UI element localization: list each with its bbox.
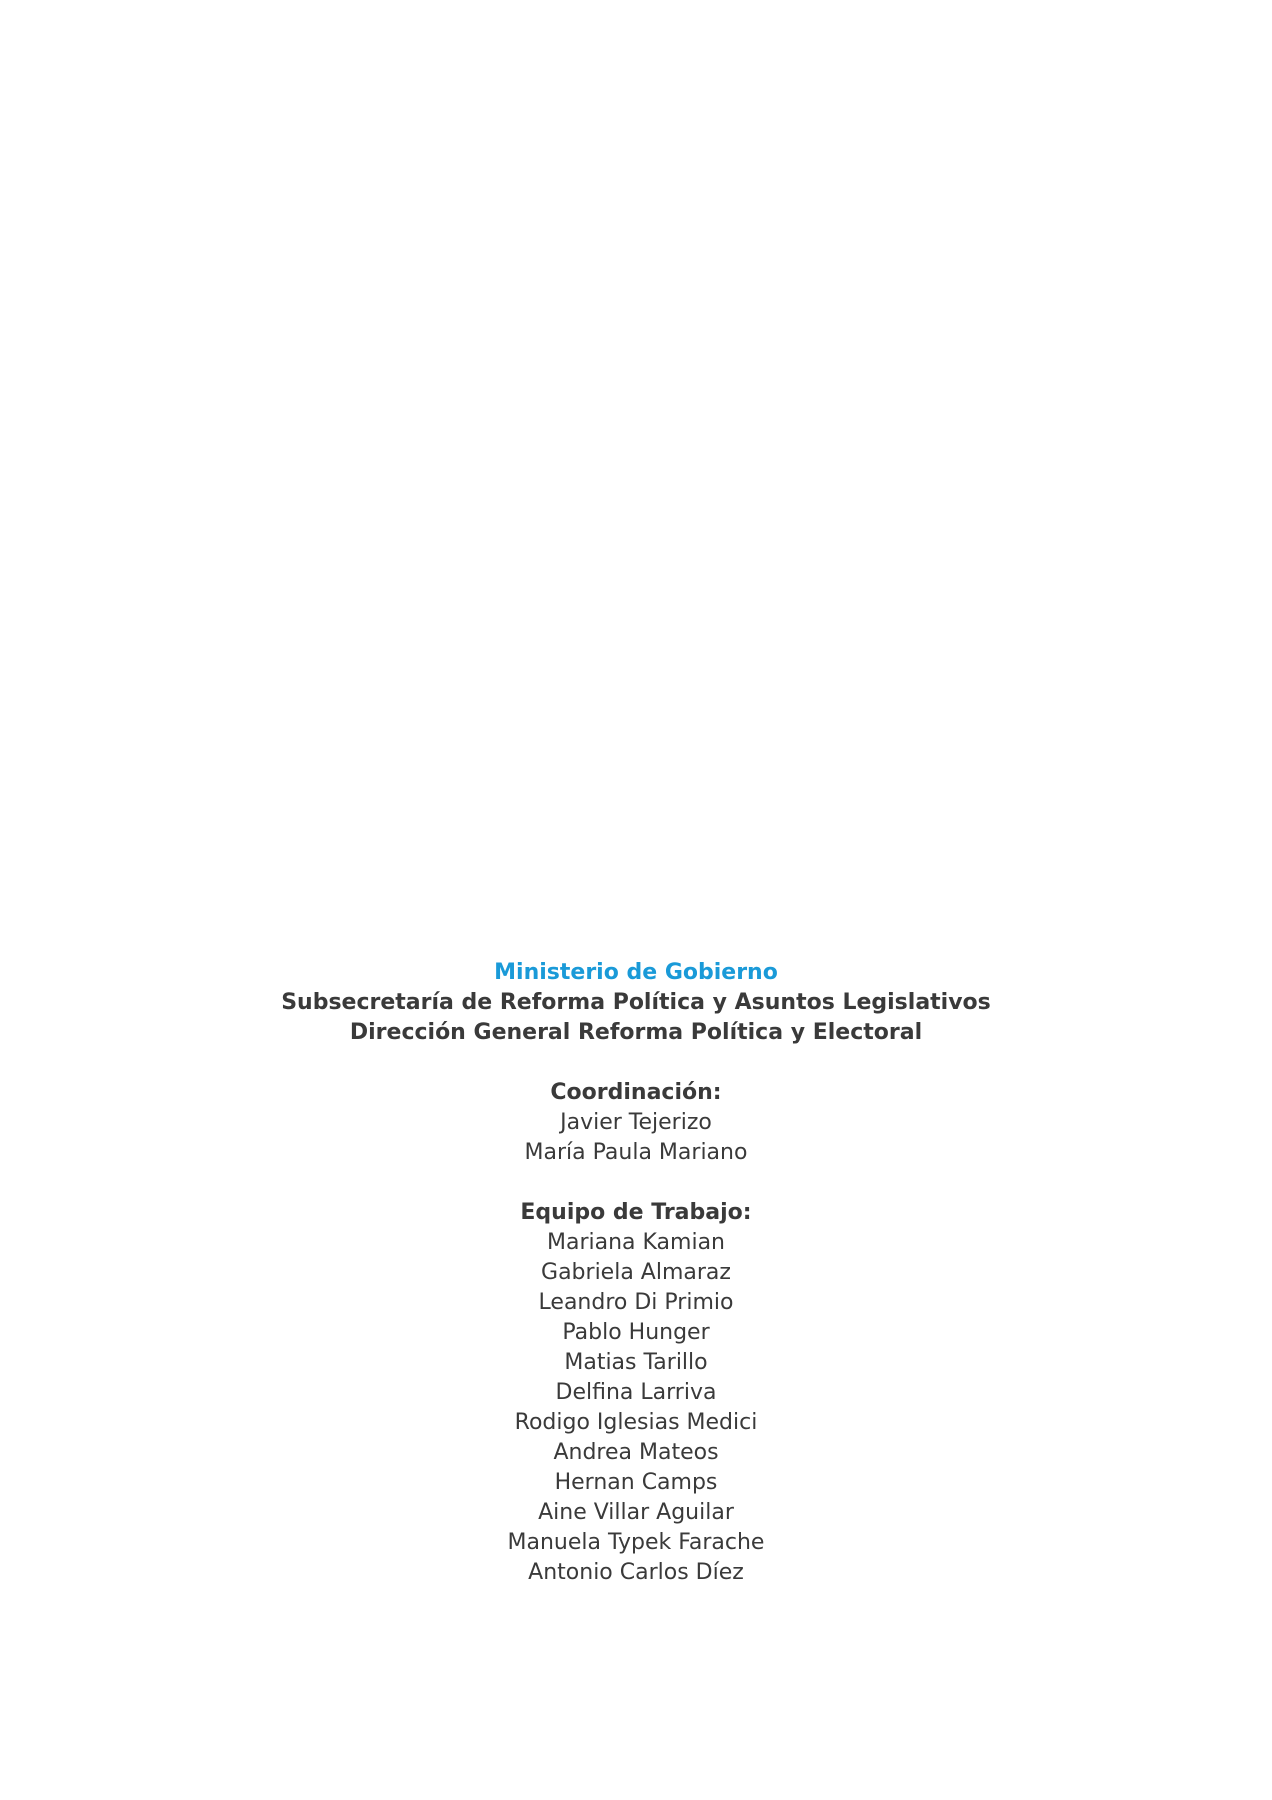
ministry-title: Ministerio de Gobierno (494, 960, 778, 985)
coordination-member: Javier Tejerizo (560, 1110, 712, 1135)
team-member: Leandro Di Primio (538, 1290, 734, 1315)
team-heading: Equipo de Trabajo: (520, 1200, 752, 1225)
direction-title: Dirección General Reforma Política y Electoral (349, 1020, 923, 1045)
team-member: Antonio Carlos Díez (528, 1560, 744, 1585)
subsecretariat-title: Subsecretaría de Reforma Política y Asuntos Legislativos (281, 990, 991, 1015)
team-member: Pablo Hunger (562, 1320, 710, 1345)
team-member: Aine Villar Aguilar (538, 1500, 734, 1525)
team-member: Matias Tarillo (564, 1350, 708, 1375)
team-member: Manuela Typek Farache (507, 1530, 765, 1555)
team-member: Hernan Camps (554, 1470, 718, 1495)
credits-block (0, 958, 1272, 1588)
team-member: Gabriela Almaraz (541, 1260, 731, 1285)
team-member: Mariana Kamian (546, 1230, 725, 1255)
coordination-heading: Coordinación: (550, 1080, 722, 1105)
team-member: Rodigo Iglesias Medici (514, 1410, 758, 1435)
coordination-member: María Paula Mariano (524, 1140, 748, 1165)
team-member: Delfina Larriva (555, 1380, 717, 1405)
spacer (0, 1168, 1272, 1198)
spacer (0, 1048, 1272, 1078)
team-member: Andrea Mateos (553, 1440, 719, 1465)
